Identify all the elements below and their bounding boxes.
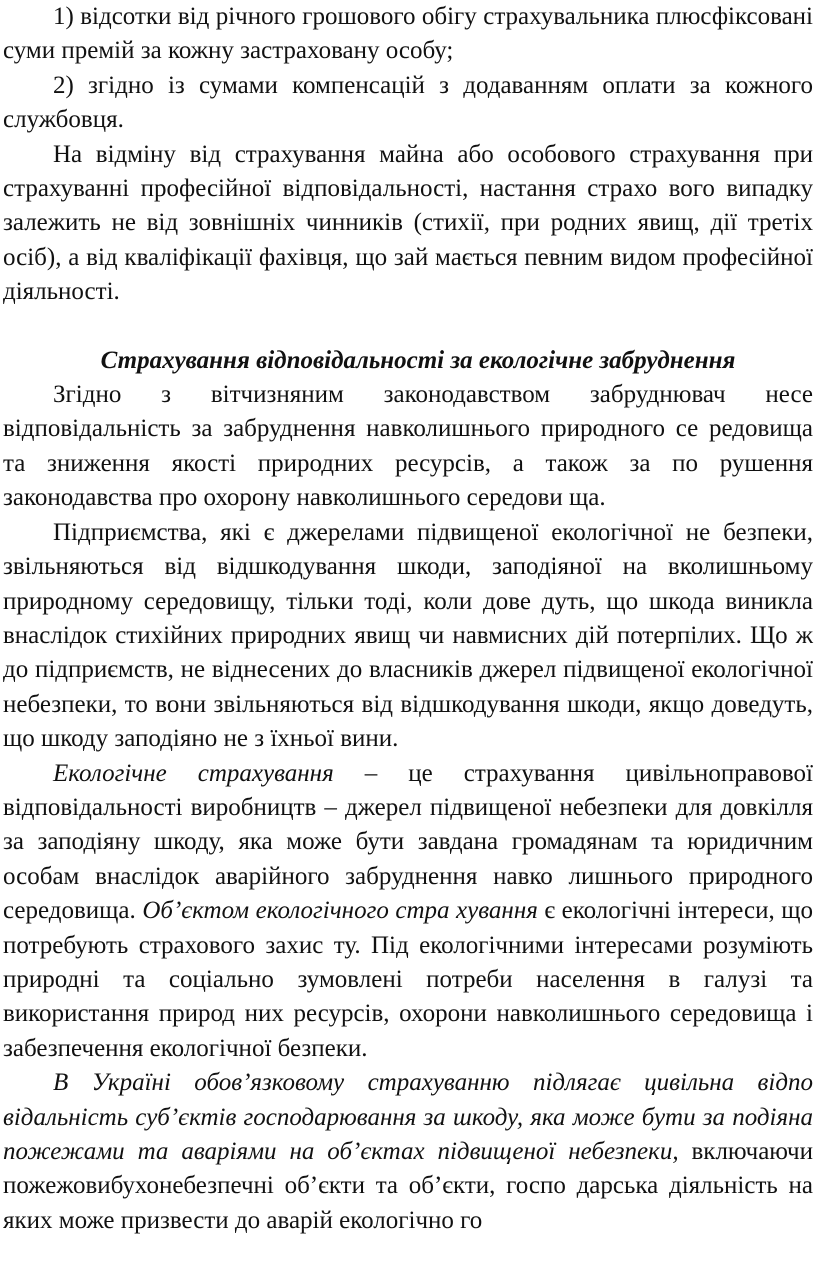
paragraph-polluter-liability: Згідно з вітчизняним законодавством забруднювач несе відповідальність за забруднення навколишнього природного се редовища та зниження якості природних ресурсів, а також за по рушення законодавства про охорону навколишнього середови ща. bbox=[3, 381, 813, 512]
section-heading: Страхування відповідальності за екологічне забруднення bbox=[100, 346, 736, 374]
mandatory-insurance-continuation: включаючи пожежовибухонебезпечні об’єкти та об’єкти, госпо дарська діяльність на яких може призвести до аварій екологічно го bbox=[3, 1138, 813, 1234]
mandatory-insurance-statement: В Україні обов’язковому страхуванню підлягає цивільна відпо відальність суб’єктів господарювання за шкоду, яка може бути за подіяна пожежами та аваріями на об’єктах підвищеної небезпеки, bbox=[3, 1069, 813, 1165]
section-spacer bbox=[3, 310, 813, 344]
paragraph-professional-liability: На відміну від страхування майна або особового страхування при страхуванні професійної відповідальності, настання страхо вого випадку залежить не від зовнішніх чинників (стихії, при родних явищ, дії третіх осіб), а від кваліфікації фахівця, що зай мається певним видом професійної діяльності. bbox=[3, 140, 813, 306]
ecological-insurance-definition: – це страхування цивільноправової відповідальності виробництв – джерел підвищеної небезпеки для довкілля за заподіяну шкоду, яка може бути завдана громадянам та юридичним особам внаслідок аварійного забруднення навко лишнього природного середовища. bbox=[3, 759, 814, 925]
paragraph-mandatory-insurance bbox=[3, 1066, 813, 1238]
paragraph-enterprises-exemption: Підприємства, які є джерелами підвищеної екологічної не безпеки, звільняються від відшкодування шкоди, заподіяної на вколишньому природному середовищу, тільки тоді, коли дове дуть, що шкода виникла внаслідок стихійних природних явищ чи навмисних дій потерпілих. Що ж до підприємств, не віднесених до власників джерел підвищеної екологічної небезпеки, то вони звільняються від відшкодування шкоди, якщо доведуть, що шкоду заподіяно не з їхньої вини. bbox=[3, 518, 813, 753]
insurance-object-definition: є екологічні інтереси, що потребують страхового захис ту. Під екологічними інтересами розуміють природні та соціально зумовлені потреби населення в галузі та використання природ них ресурсів, охорони навколишнього середовища і забезпечення екологічної безпеки. bbox=[3, 897, 813, 1062]
paragraph-compensation-sums: 2) згідно із сумами компенсацій з додаванням оплати за кожного службовця. bbox=[3, 71, 813, 134]
term-insurance-object: Об’єктом екологічного стра хування bbox=[142, 897, 538, 925]
document-page bbox=[3, 0, 813, 1238]
paragraph-premium-percent: 1) відсотки від річного грошового обігу страхувальника плюсфіксовані суми премій за кожну застраховану особу; bbox=[3, 3, 813, 65]
paragraph-ecological-insurance bbox=[3, 757, 813, 1067]
term-ecological-insurance: Екологічне страхування bbox=[53, 759, 334, 787]
